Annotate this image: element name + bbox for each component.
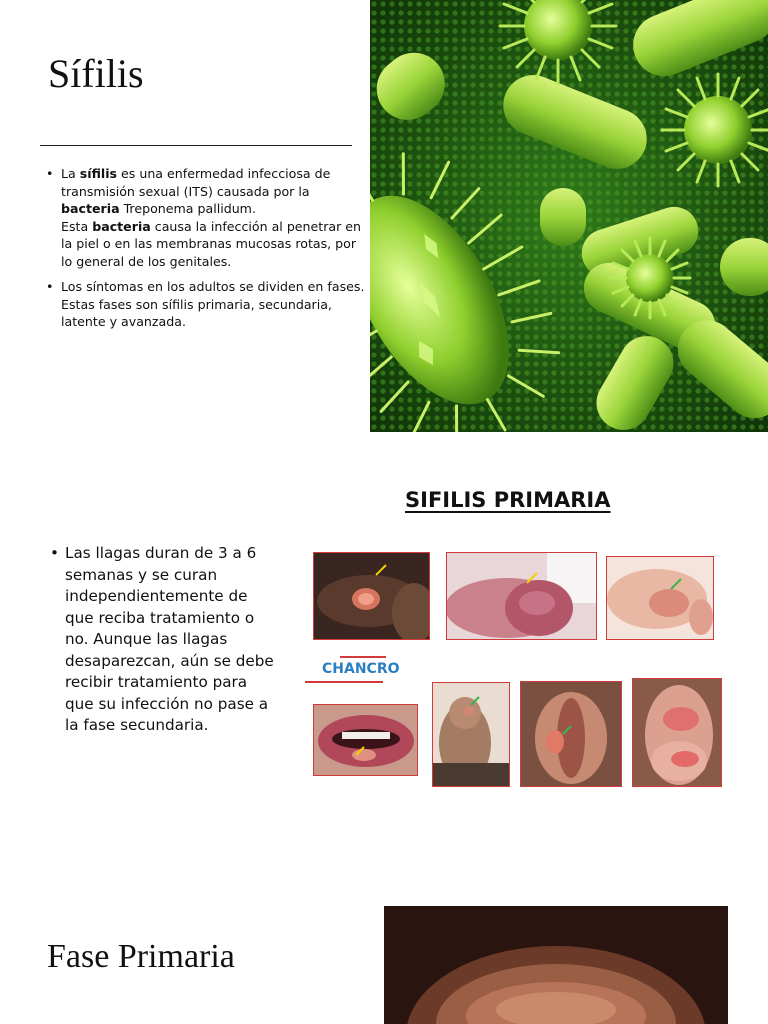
bullet-list — [46, 165, 370, 339]
bullet-text: La — [61, 166, 80, 181]
bullet-llagas — [50, 543, 280, 737]
bullet-text: Esta — [61, 218, 93, 234]
slide-title: Sífilis — [48, 51, 144, 96]
bold-term-bacteria: bacteria — [61, 201, 120, 216]
bullet-text: Las llagas duran de 3 a 6 semanas y se curan independientemente de que reciba tratamiento o no. Aunque las llagas desaparezcan, aún se debe recibir tratamiento para que su infección no pase a la fase secundaria. — [65, 544, 274, 734]
bullet-list — [50, 543, 280, 745]
slide-title: Fase Primaria — [47, 938, 235, 975]
clinical-photo — [432, 682, 510, 787]
label-rule — [305, 681, 383, 683]
slide-sifilis — [0, 0, 768, 440]
clinical-photo — [313, 552, 430, 640]
slide-sifilis-primaria — [0, 440, 768, 860]
clinical-closeup-photo — [384, 906, 728, 1024]
clinical-photo — [446, 552, 597, 640]
bullet-text: Los síntomas en los adultos se dividen en fases. Estas fases son sífilis primaria, secundaria, latente y avanzada. — [61, 279, 365, 329]
clinical-photo — [520, 681, 622, 787]
bullet-phases — [46, 278, 370, 331]
clinical-photo — [632, 678, 722, 787]
bullet-dot: • — [46, 279, 54, 294]
slide-fase-primaria — [0, 860, 768, 1024]
bullet-dot: • — [46, 166, 54, 181]
bold-term-bacteria: bacteria — [92, 218, 151, 234]
clinical-photo — [606, 556, 714, 640]
label-rule — [340, 656, 386, 658]
slide-heading: SIFILIS PRIMARIA — [405, 488, 611, 512]
clinical-photo — [313, 704, 418, 776]
bold-term-sifilis: sífilis — [79, 166, 118, 181]
bullet-text: Treponema pallidum. — [119, 201, 256, 216]
chancro-label: CHANCRO — [322, 661, 400, 677]
bullet-text: causa la infección al penetrar en la piel o en las membranas mucosas rotas, por lo general de los genitales. — [61, 218, 362, 269]
bullet-text: es una enfermedad infecciosa de transmisión sexual (ITS) causada por la — [61, 166, 331, 199]
bullet-dot: • — [50, 544, 59, 562]
bacteria-image — [370, 0, 768, 432]
bullet-definition — [46, 165, 370, 270]
title-divider — [40, 145, 352, 146]
